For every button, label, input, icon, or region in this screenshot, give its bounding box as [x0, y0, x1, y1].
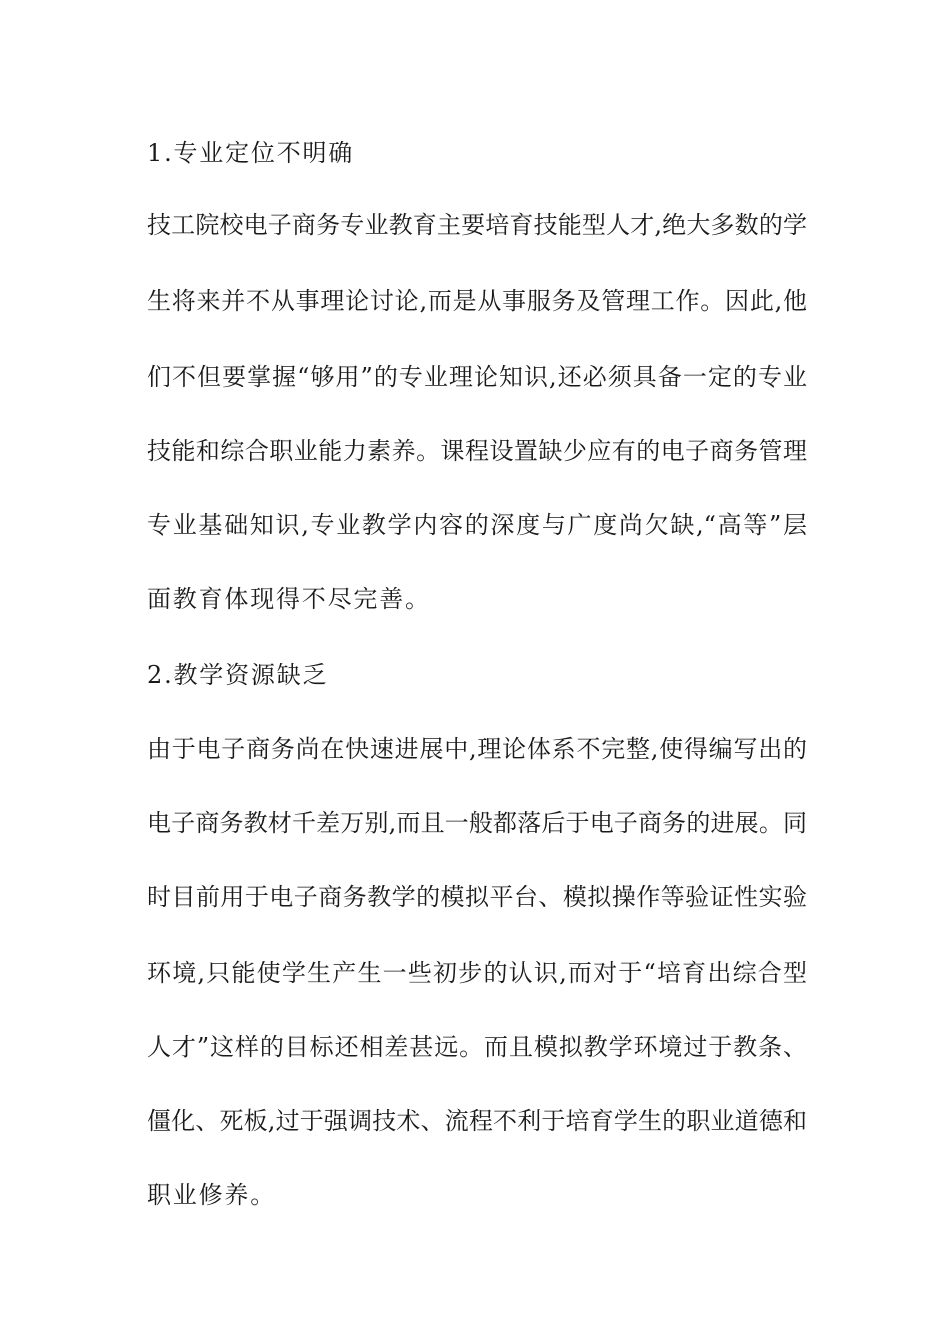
paragraph-line: 技能和综合职业能力素养。课程设置缺少应有的电子商务管理: [147, 437, 807, 465]
paragraph-line: 们不但要掌握“够用”的专业理论知识,还必须具备一定的专业: [147, 363, 807, 391]
paragraph-line: 职业修养。: [147, 1181, 276, 1209]
paragraph-line: 专业基础知识,专业教学内容的深度与广度尚欠缺,“高等”层: [147, 511, 807, 539]
paragraph-line: 面教育体现得不尽完善。: [147, 585, 431, 613]
paragraph-line: 僵化、死板,过于强调技术、流程不利于培育学生的职业道德和: [147, 1107, 807, 1135]
paragraph-line: 时目前用于电子商务教学的模拟平台、模拟操作等验证性实验: [147, 883, 807, 911]
paragraph-line: 电子商务教材千差万别,而且一般都落后于电子商务的进展。同: [147, 809, 807, 837]
section-heading: 1.专业定位不明确: [147, 139, 355, 167]
paragraph-line: 技工院校电子商务专业教育主要培育技能型人才,绝大多数的学: [147, 211, 807, 239]
paragraph-line: 生将来并不从事理论讨论,而是从事服务及管理工作。因此,他: [147, 287, 807, 315]
paragraph-line: 环境,只能使学生产生一些初步的认识,而对于“培育出综合型: [147, 959, 807, 987]
section-heading: 2.教学资源缺乏: [147, 661, 329, 689]
paragraph-line: 人才”这样的目标还相差甚远。而且模拟教学环境过于教条、: [147, 1033, 807, 1061]
paragraph-line: 由于电子商务尚在快速进展中,理论体系不完整,使得编写出的: [147, 735, 807, 763]
